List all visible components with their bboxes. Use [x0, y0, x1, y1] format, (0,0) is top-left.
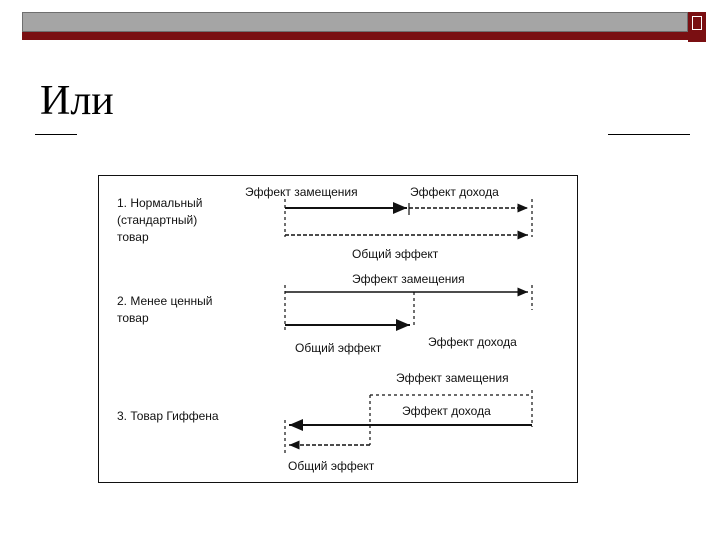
case2-label-line2: товар	[117, 311, 149, 325]
case2-label-line1: 2. Менее ценный	[117, 294, 213, 308]
case-normal-arrows	[285, 199, 532, 237]
case-giffen-arrows	[285, 390, 532, 455]
case3-substitution-label: Эффект замещения	[396, 371, 509, 385]
case1-income-label: Эффект дохода	[410, 185, 499, 199]
top-decor-bar	[22, 12, 688, 32]
title-rule-left	[35, 134, 77, 135]
case1-substitution-label: Эффект замещения	[245, 185, 358, 199]
corner-decor-box	[688, 12, 706, 42]
case3-label-line1: 3. Товар Гиффена	[117, 409, 219, 423]
case1-label-line1: 1. Нормальный	[117, 196, 203, 210]
case2-substitution-label: Эффект замещения	[352, 272, 465, 286]
case1-label-line3: товар	[117, 230, 149, 244]
case1-label-line2: (стандартный)	[117, 213, 198, 227]
top-accent-stripe	[22, 32, 688, 40]
case2-income-label: Эффект дохода	[428, 335, 517, 349]
case1-total-label: Общий эффект	[352, 247, 439, 261]
case3-income-label: Эффект дохода	[402, 404, 491, 418]
title-rule-right	[608, 134, 690, 135]
slide-title: Или	[40, 78, 114, 124]
case3-total-label: Общий эффект	[288, 459, 375, 473]
case2-total-label: Общий эффект	[295, 341, 382, 355]
case-inferior-arrows	[285, 285, 532, 330]
